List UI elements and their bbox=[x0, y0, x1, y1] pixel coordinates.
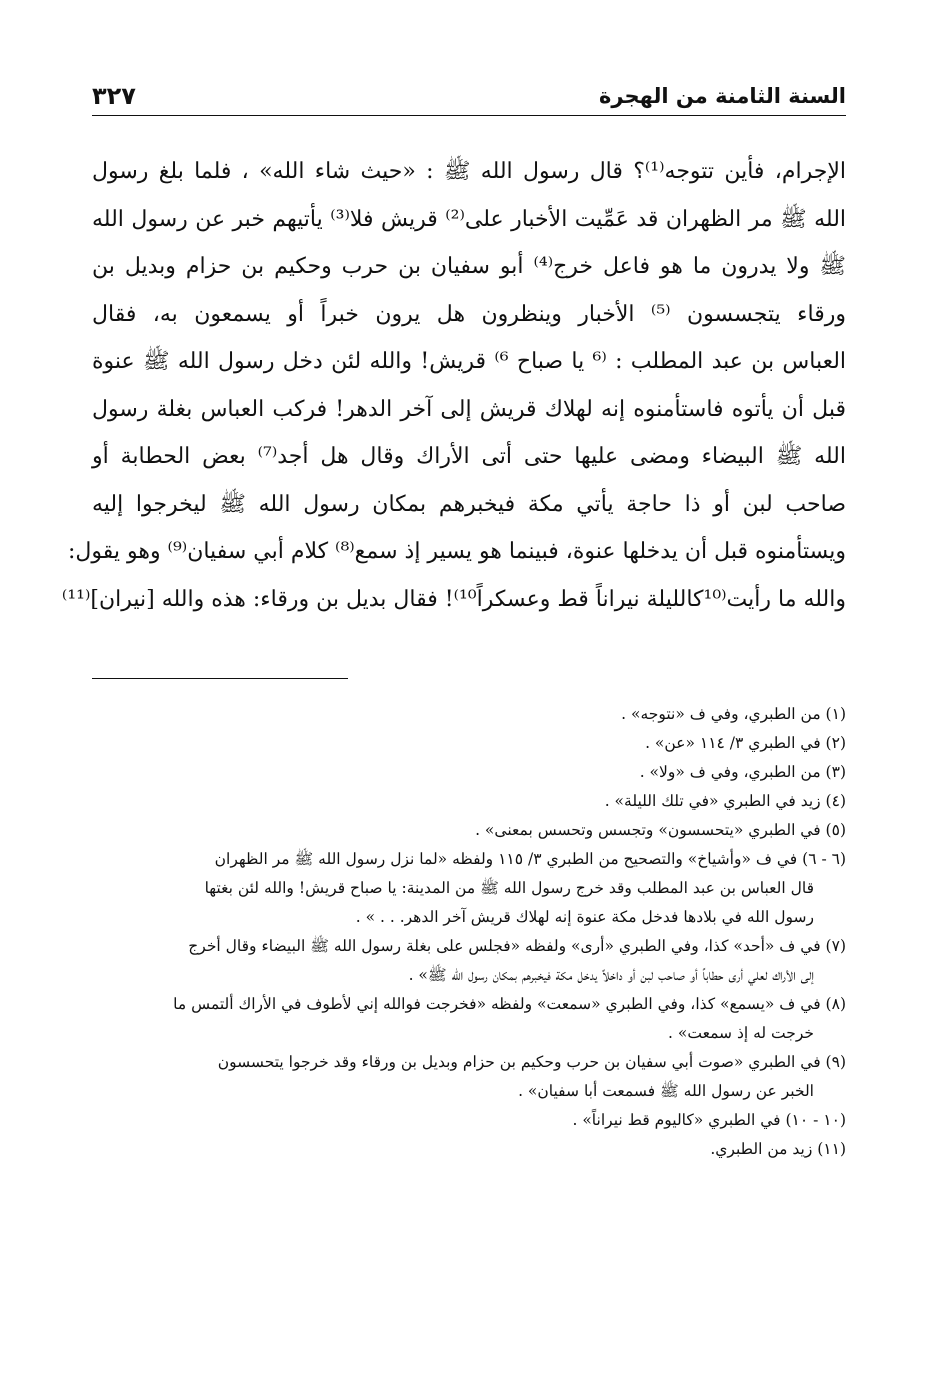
footnote-3 bbox=[92, 758, 846, 787]
footnote-line: (٧) في ف «أحد» كذا، وفي الطبري «أرى» ولفظه «فجلس على بغلة رسول الله ﷺ البيضاء وقال أخرج bbox=[188, 937, 846, 955]
footnote-line: (٤) زيد في الطبري «في تلك الليلة» . bbox=[604, 792, 846, 810]
footnote-10 bbox=[92, 1106, 846, 1135]
footnote-line: رسول الله في بلادها فدخل مكة عنوة إنه لهلاك قريش آخر الدهر. . . » . bbox=[355, 908, 814, 926]
text-line: قبل أن يأتوه فاستأمنوه إنه لهلاك قريش إلى آخر الدهر! فركب العباس بغلة رسول bbox=[92, 396, 846, 422]
footnote-2 bbox=[92, 729, 846, 758]
footnote-line: قال العباس بن عبد المطلب وقد خرج رسول الله ﷺ من المدينة: يا صباح قريش! والله لئن بغتها bbox=[204, 879, 814, 897]
text-line: ويستأمنوه قبل أن يدخلها عنوة، فبينما هو يسير إذ سمع⁽⁸⁾ كلام أبي سفيان⁽⁹⁾ وهو يقول: bbox=[67, 539, 846, 564]
footnote-line: (٢) في الطبري ٣/ ١١٤ «عن» . bbox=[645, 734, 846, 752]
footnote-9 bbox=[92, 1048, 846, 1106]
footnote-6 bbox=[92, 845, 846, 932]
footnote-line: (١) من الطبري، وفي ف «نتوجه» . bbox=[621, 705, 846, 723]
text-line: الإجرام، فأين تتوجه⁽¹⁾؟ قال رسول الله ﷺ : «حيث شاء الله» ، فلما بلغ رسول bbox=[92, 159, 846, 184]
text-line: العباس بن عبد المطلب : ⁽⁶ يا صباح ⁶⁾ قريش! والله لئن دخل رسول الله ﷺ عنوة bbox=[92, 349, 847, 374]
footnotes bbox=[92, 700, 846, 1164]
text-line: ﷺ ولا يدرون ما هو فاعل خرج⁽⁴⁾ أبو سفيان بن حرب وحكيم بن حزام وبديل بن bbox=[92, 254, 846, 279]
footnote-line: (٥) في الطبري «يتحسسون» وتجسس وتحسس بمعنى» . bbox=[475, 821, 846, 839]
footnote-1 bbox=[92, 700, 846, 729]
footnote-4 bbox=[92, 787, 846, 816]
text-line: والله ما رأيت⁽¹⁰كالليلة نيراناً قط وعسكراً¹⁰⁾! فقال بديل بن ورقاء: هذه والله [نيران]⁽¹¹⁾ bbox=[61, 586, 846, 612]
footnote-7 bbox=[92, 932, 846, 990]
footnote-11 bbox=[92, 1135, 846, 1164]
footnote-8 bbox=[92, 990, 846, 1048]
footnote-separator bbox=[92, 678, 348, 679]
footnote-line: خرجت له إذ سمعت» . bbox=[668, 1024, 814, 1042]
header-rule bbox=[92, 115, 846, 116]
footnote-line: (٦ - ٦) في ف «وأشياخ» والتصحيح من الطبري ٣/ ١١٥ ولفظه «لما نزل رسول الله ﷺ مر الظهران bbox=[214, 850, 846, 868]
footnote-5 bbox=[92, 816, 846, 845]
footnote-line: (٨) في ف «يسمع» كذا، وفي الطبري «سمعت» ولفظه «فخرجت فوالله إني لأطوف في الأراك ألتمس ما bbox=[173, 995, 846, 1013]
footnote-line: إلى الأراك لعلي أرى حطاباً أو صاحب لبن أو داخلاً يدخل مكة فيخبرهم بمكان رسول الله ﷺ» . bbox=[408, 966, 814, 984]
text-line: الله ﷺ البيضاء ومضى عليها حتى أتى الأراك وقال هل أجد⁽⁷⁾ بعض الحطابة أو bbox=[92, 444, 846, 469]
text-line: ورقاء يتجسسون ⁽⁵⁾ الأخبار وينظرون هل يرون خبراً أو يسمعون به، فقال bbox=[92, 301, 846, 327]
running-title: السنة الثامنة من الهجرة bbox=[599, 84, 846, 108]
main-text bbox=[61, 148, 847, 623]
footnote-line: (٩) في الطبري «صوت أبي سفيان بن حرب وحكيم بن حزام وبديل بن ورقاء وقد خرجوا يتحسسون bbox=[217, 1053, 846, 1071]
footnote-line: الخبر عن رسول الله ﷺ فسمعت أبا سفيان» . bbox=[518, 1082, 814, 1100]
page-header bbox=[92, 82, 846, 116]
text-line: صاحب لبن أو ذا حاجة يأتي مكة فيخبرهم بمكان رسول الله ﷺ ليخرجوا إليه bbox=[92, 491, 846, 517]
footnote-line: (١٠ - ١٠) في الطبري «كاليوم قط نيراناً» . bbox=[572, 1111, 846, 1129]
page-number: ٣٢٧ bbox=[92, 82, 136, 110]
text-line: الله ﷺ مر الظهران قد عَمِّيت الأخبار على⁽²⁾ قريش فلا⁽³⁾ يأتيهم خبر عن رسول الله bbox=[92, 206, 847, 232]
footnote-line: (٣) من الطبري، وفي ف «ولا» . bbox=[639, 763, 846, 781]
footnote-line: (١١) زيد من الطبري. bbox=[710, 1140, 846, 1158]
